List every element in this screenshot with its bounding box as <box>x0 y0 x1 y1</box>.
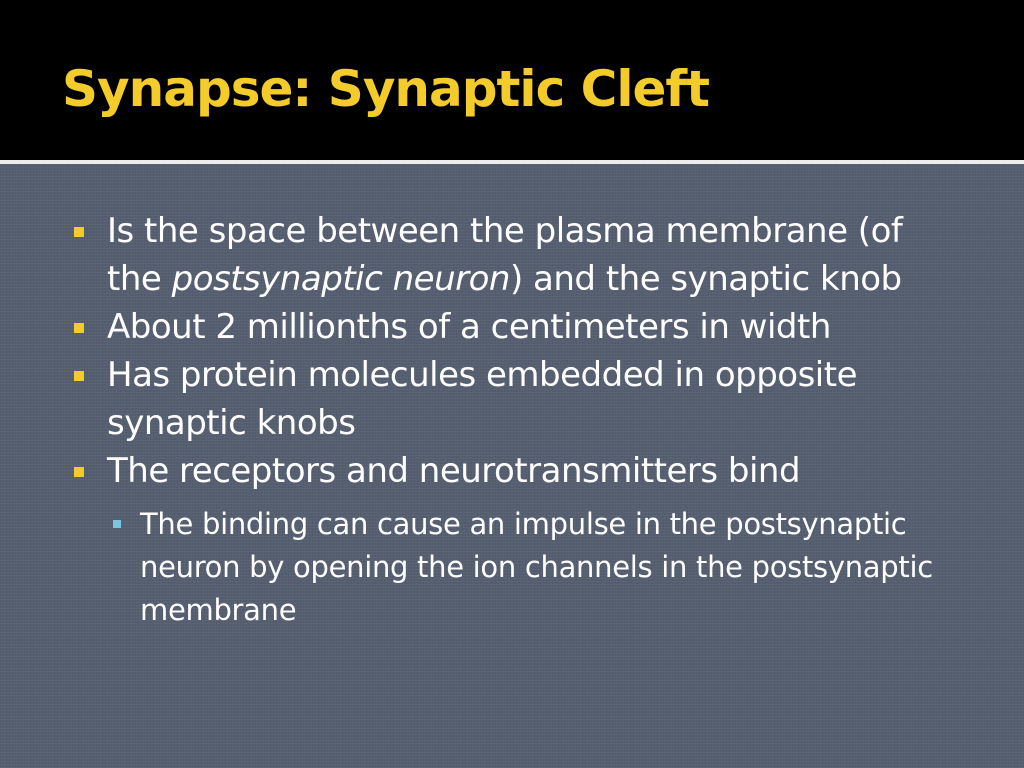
bullet-item <box>0 351 1024 447</box>
small-square-bullet-icon <box>113 520 121 528</box>
bullet-text: About 2 millionths of a centimeters in width <box>107 307 831 347</box>
square-bullet-icon <box>74 467 84 477</box>
bullet-item <box>0 207 1024 303</box>
bullet-text-after: ) and the synaptic knob <box>509 259 902 299</box>
sub-bullet-text: The binding can cause an impulse in the postsynaptic neuron by opening the ion channels in the postsynaptic membrane <box>140 507 933 627</box>
bullet-text-italic: postsynaptic neuron <box>171 259 510 299</box>
slide-title: Synapse: Synaptic Cleft <box>62 60 710 118</box>
bullet-item <box>0 303 1024 351</box>
square-bullet-icon <box>74 371 84 381</box>
bullet-item <box>0 447 1024 495</box>
bullet-text: The receptors and neurotransmitters bind <box>107 451 801 491</box>
title-bar <box>0 0 1024 160</box>
bullet-text-before: Is the space between the plasma membrane (of the <box>107 211 903 299</box>
sub-bullet-item <box>0 503 1024 632</box>
bullet-text: Has protein molecules embedded in opposite synaptic knobs <box>107 355 857 443</box>
square-bullet-icon <box>74 227 84 237</box>
bullet-list <box>0 207 1024 632</box>
square-bullet-icon <box>74 323 84 333</box>
